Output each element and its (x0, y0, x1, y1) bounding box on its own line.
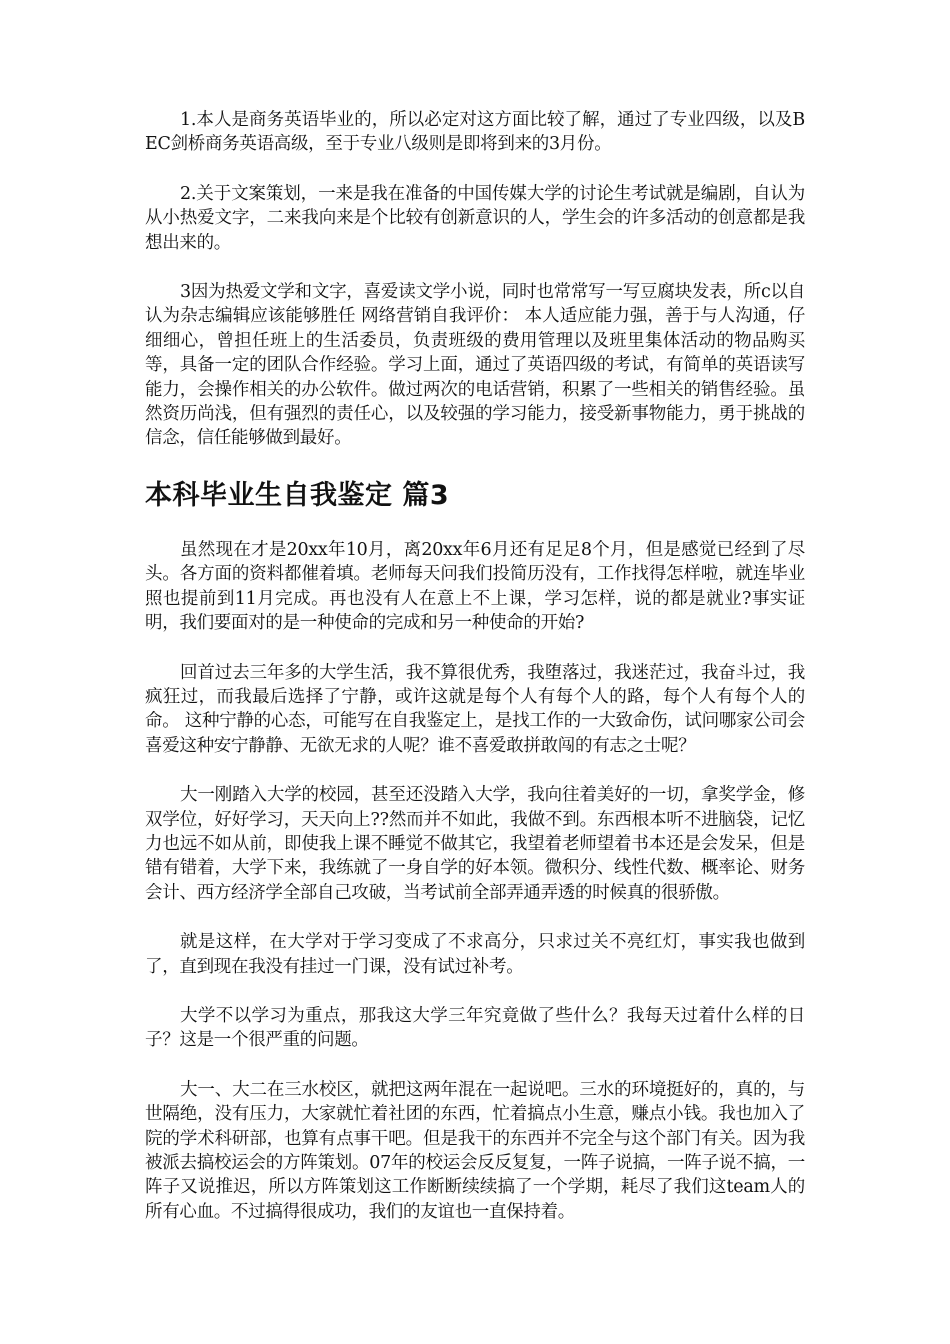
paragraph: 2.关于文案策划，一来是我在准备的中国传媒大学的讨论生考试就是编剧，自认为从小热爱文字，二来我向来是个比较有创新意识的人，学生会的许多活动的创意都是我想出来的。 (145, 183, 805, 253)
paragraph: 就是这样，在大学对于学习变成了不求高分，只求过关不亮红灯，事实我也做到了，直到现在我没有挂过一门课，没有试过补考。 (145, 932, 805, 977)
paragraph: 回首过去三年多的大学生活，我不算很优秀，我堕落过，我迷茫过，我奋斗过，我疯狂过，而我最后选择了宁静，或许这就是每个人有每个人的路，每个人有每个人的命。 这种宁静的心态，可能写在自我鉴定上，是找工作的一大致命伤，试问哪家公司会喜爱这种安宁静静、无欲无求的人呢？谁不喜爱敢拼敢闯的有志之士呢？ (145, 662, 805, 756)
document-page (145, 108, 805, 1224)
section-heading: 本科毕业生自我鉴定 篇3 (145, 479, 450, 511)
paragraph: 大一刚踏入大学的校园，甚至还没踏入大学，我向往着美好的一切，拿奖学金，修双学位，好好学习，天天向上??然而并不如此，我做不到。东西根本听不进脑袋，记忆力也远不如从前，即使我上课不睡觉不做其它，我望着老师望着书本还是会发呆，但是错有错着，大学下来，我练就了一身自学的好本领。微积分、线性代数、概率论、财务会计、西方经济学全部自己攻破，当考试前全部弄通弄透的时候真的很骄傲。 (145, 785, 805, 903)
section-body (145, 538, 805, 1224)
paragraph: 大学不以学习为重点，那我这大学三年究竟做了些什么？我每天过着什么样的日子？这是一个很严重的问题。 (145, 1005, 805, 1051)
paragraph: 1.本人是商务英语毕业的，所以必定对这方面比较了解，通过了专业四级，以及BEC剑桥商务英语高级，至于专业八级则是即将到来的3月份。 (145, 110, 805, 155)
intro-section (145, 108, 805, 451)
paragraph: 大一、大二在三水校区，就把这两年混在一起说吧。三水的环境挺好的，真的，与世隔绝，没有压力，大家就忙着社团的东西，忙着搞点小生意，赚点小钱。我也加入了院的学术科研部，也算有点事干吧。但是我干的东西并不完全与这个部门有关。因为我被派去搞校运会的方阵策划。07年的校运会反反复复，一阵子说搞，一阵子说不搞，一阵子又说推迟，所以方阵策划这工作断断续续搞了一个学期，耗尽了我们这team人的所有心血。不过搞得很成功，我们的友谊也一直保持着。 (145, 1079, 805, 1222)
paragraph: 虽然现在才是20xx年10月，离20xx年6月还有足足8个月，但是感觉已经到了尽头。各方面的资料都催着填。老师每天问我们投简历没有，工作找得怎样啦，就连毕业照也提前到11月完成。再也没有人在意上不上课，学习怎样，说的都是就业?事实证明，我们要面对的是一种使命的完成和另一种使命的开始? (145, 539, 805, 634)
paragraph: 3因为热爱文学和文字，喜爱读文学小说，同时也常常写一写豆腐块发表，所c以自认为杂志编辑应该能够胜任 网络营销自我评价： 本人适应能力强，善于与人沟通，仔细细心，曾担任班上的生活委员，负责班级的费用管理以及班里集体活动的物品购买等，具备一定的团队合作经验。学习上面，通过了英语四级的考试，有简单的英语读写能力，会操作相关的办公软件。做过两次的电话营销，积累了一些相关的销售经验。虽然资历尚浅，但有强烈的责任心，以及较强的学习能力，接受新事物能力，勇于挑战的信念，信任能够做到最好。 (145, 282, 805, 449)
